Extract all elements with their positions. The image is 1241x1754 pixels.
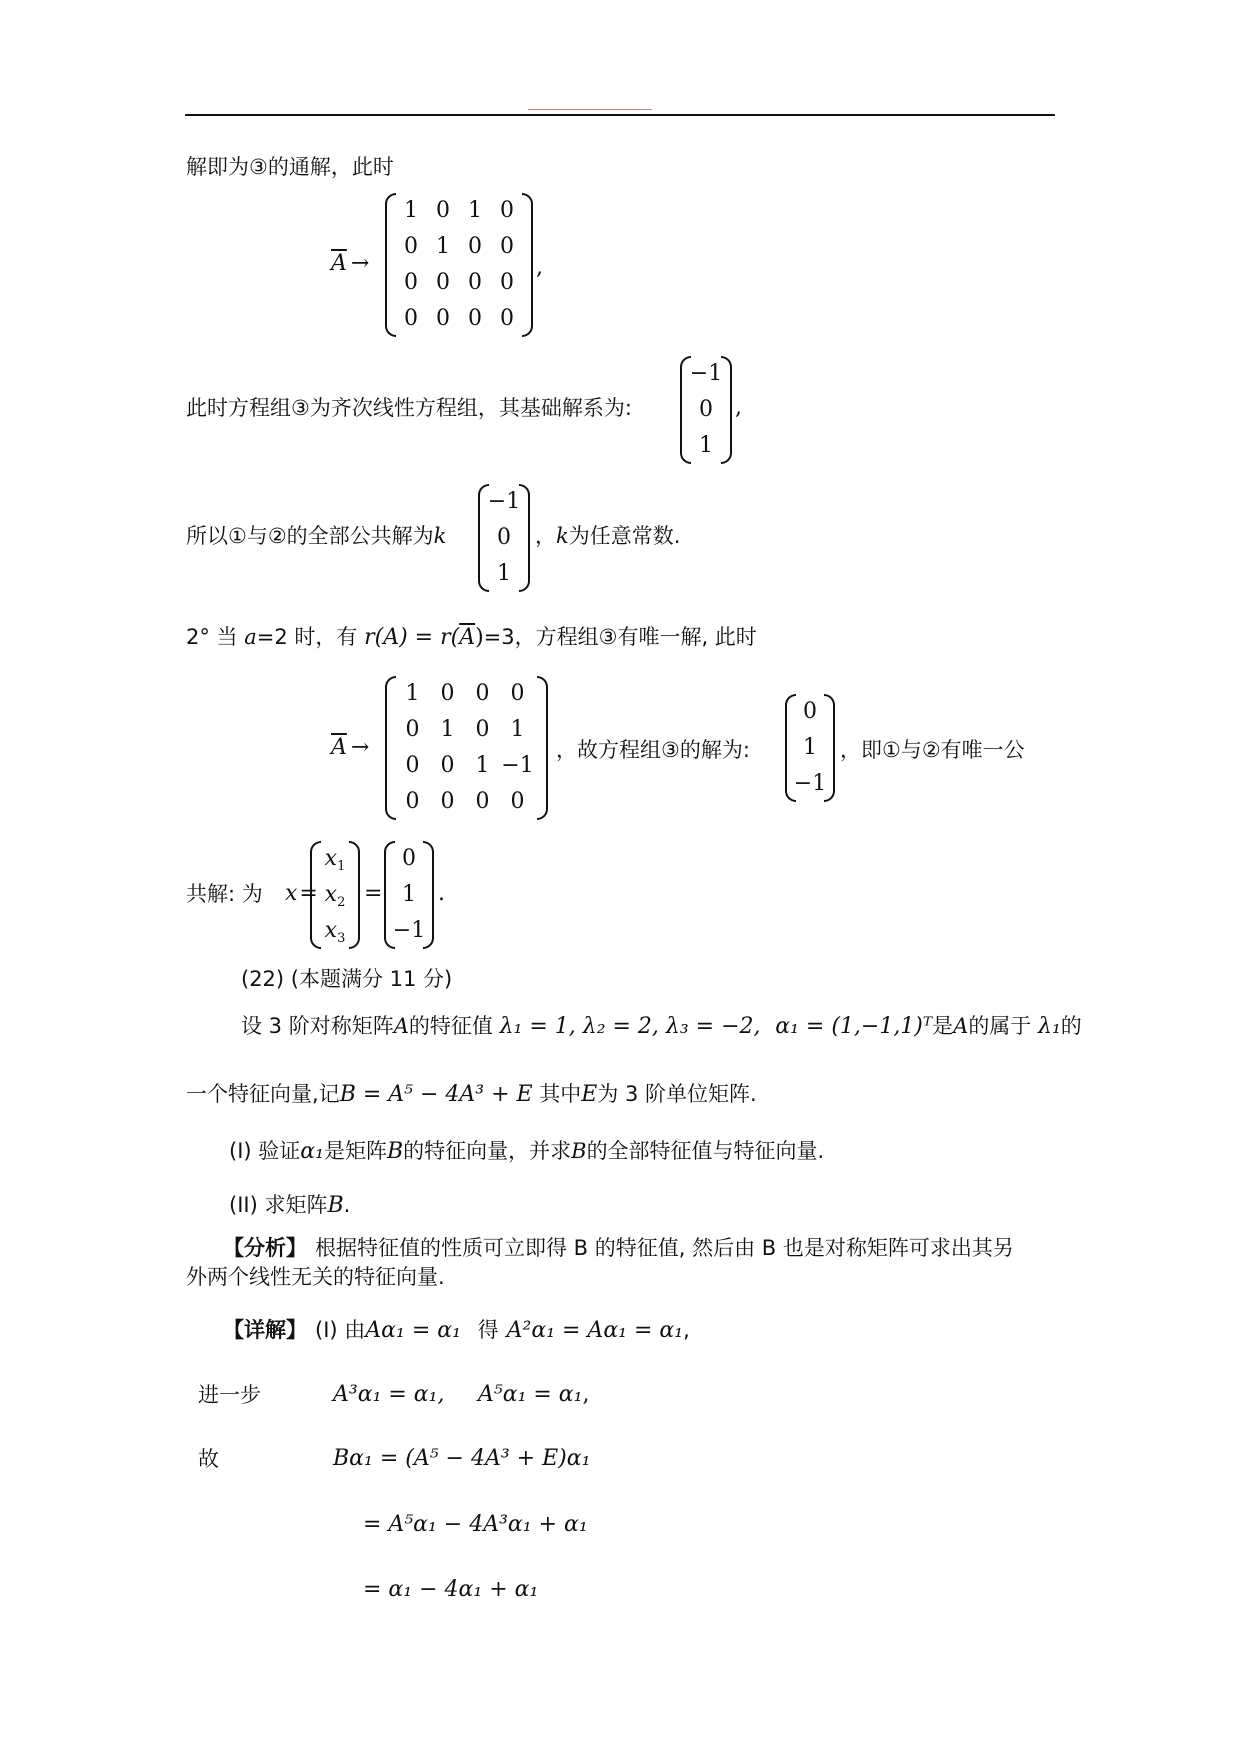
unique-solution-vector-cell: −1 xyxy=(793,771,827,796)
paragraph-3-tail: ，k为任意常数. xyxy=(535,524,681,548)
equals-2: = xyxy=(364,881,383,906)
matrix-2-cell: 0 xyxy=(440,789,455,814)
analysis-line-2: 外两个线性无关的特征向量. xyxy=(186,1265,445,1289)
x-equals: x= xyxy=(285,881,318,906)
general-solution-vector-cell: 0 xyxy=(497,525,511,550)
solution-vector-cell: −1 xyxy=(392,918,426,943)
therefore-label: 故 xyxy=(198,1447,219,1471)
matrix-2-cell: −1 xyxy=(501,753,534,778)
matrix-1-cell: 0 xyxy=(468,306,482,331)
solution-vector-cell: 0 xyxy=(402,846,416,871)
matrix-2-cell: 0 xyxy=(510,681,525,706)
paragraph-5: ，故方程组③的解为: xyxy=(556,738,750,762)
part-2: (II) 求矩阵B. xyxy=(229,1193,351,1218)
matrix-2-cell: 0 xyxy=(510,789,525,814)
matrix-2-cell: 1 xyxy=(440,717,455,742)
therefore-formula-3: = α₁ − 4α₁ + α₁ xyxy=(363,1577,539,1602)
matrix-2-cell: 1 xyxy=(475,753,490,778)
matrix-1-cell: 0 xyxy=(468,234,482,259)
paragraph-3: 所以①与②的全部公共解为k xyxy=(186,524,447,548)
paragraph-5-tail: ，即①与②有唯一公 xyxy=(840,738,1025,762)
matrix-2-cell: 0 xyxy=(405,717,420,742)
solution-end: . xyxy=(438,881,445,906)
matrix-1-cell: 1 xyxy=(404,198,418,223)
basis-vector xyxy=(680,356,732,464)
matrix-1-cell: 0 xyxy=(436,306,450,331)
therefore-formula-2: = A⁵α₁ − 4A³α₁ + α₁ xyxy=(363,1512,588,1537)
matrix-2-cell: 1 xyxy=(405,681,420,706)
step-formula-1: A³α₁ = α₁, xyxy=(333,1382,445,1407)
unique-solution-vector-cell: 1 xyxy=(803,735,817,760)
unique-solution-vector-cell: 0 xyxy=(803,699,817,724)
paragraph-6: 共解: 为 xyxy=(186,882,263,906)
matrix-1-cell: 0 xyxy=(500,198,514,223)
header-rule xyxy=(185,114,1055,116)
solution-vector xyxy=(384,841,434,949)
question-22-statement: 设 3 阶对称矩阵A的特征值 λ₁ = 1, λ₂ = 2, λ₃ = −2, α₁ = (1,−1,1)ᵀ是A的属于 λ₁的 xyxy=(241,1014,1082,1039)
matrix-1-cell: 0 xyxy=(500,234,514,259)
basis-vector-trail: , xyxy=(735,395,742,420)
matrix-2-cell: 0 xyxy=(405,789,420,814)
header-accent-line xyxy=(528,109,652,110)
matrix-1-cell: 0 xyxy=(468,270,482,295)
paragraph-1: 解即为③的通解，此时 xyxy=(186,155,394,179)
step-formula-2: A⁵α₁ = α₁, xyxy=(478,1382,590,1407)
matrix-2-cell: 0 xyxy=(440,753,455,778)
basis-vector-cell: 0 xyxy=(699,397,713,422)
unique-solution-vector xyxy=(785,694,835,802)
matrix-1-cell: 1 xyxy=(436,234,450,259)
part-1: (I) 验证α₁是矩阵B的特征向量，并求B的全部特征值与特征向量. xyxy=(229,1139,825,1164)
matrix-1-cell: 1 xyxy=(468,198,482,223)
matrix-2-cell: 1 xyxy=(510,717,525,742)
matrix-1-cell: 0 xyxy=(404,270,418,295)
matrix-1-cell: 0 xyxy=(500,270,514,295)
matrix-2-cell: 0 xyxy=(475,789,490,814)
question-22-title: (22) (本题满分 11 分) xyxy=(241,967,453,991)
general-solution-vector-cell: 1 xyxy=(497,561,511,586)
augmented-matrix-label: $\overline{A}$ → xyxy=(331,251,370,276)
matrix-1-cell: 0 xyxy=(436,270,450,295)
step-label: 进一步 xyxy=(198,1383,261,1407)
matrix-1-cell: 0 xyxy=(404,306,418,331)
general-solution-vector-cell: −1 xyxy=(487,489,521,514)
x-vector: $x_1$ $x_2$ $x_3$ xyxy=(310,841,360,949)
paragraph-2: 此时方程组③为齐次线性方程组，其基础解系为: xyxy=(186,396,632,420)
detail-line: 【详解】 (I) 由Aα₁ = α₁ 得 A²α₁ = Aα₁ = α₁, xyxy=(223,1318,690,1343)
matrix-2 xyxy=(385,676,548,820)
matrix-1-cell: 0 xyxy=(500,306,514,331)
basis-vector-cell: −1 xyxy=(689,361,723,386)
general-solution-vector xyxy=(478,484,530,592)
augmented-matrix-label-2: $\overline{A}$ → xyxy=(331,735,370,760)
matrix-2-cell: 0 xyxy=(475,717,490,742)
question-22-statement-2: 一个特征向量,记B = A⁵ − 4A³ + E 其中E为 3 阶单位矩阵. xyxy=(186,1082,757,1107)
matrix-1-cell: 0 xyxy=(404,234,418,259)
analysis-line-1: 【分析】 根据特征值的性质可立即得 B 的特征值, 然后由 B 也是对称矩阵可求出其另 xyxy=(223,1236,1014,1260)
basis-vector-cell: 1 xyxy=(699,433,713,458)
matrix-1 xyxy=(385,193,533,337)
solution-vector-cell: 1 xyxy=(402,882,416,907)
matrix-2-cell: 0 xyxy=(405,753,420,778)
matrix-2-cell: 0 xyxy=(475,681,490,706)
paragraph-4: 2° 当 a=2 时，有 $r(A) = r(\overline{A})=3$，方程组③有唯一解, 此时 xyxy=(186,625,757,650)
therefore-formula-1: Bα₁ = (A⁵ − 4A³ + E)α₁ xyxy=(333,1446,591,1471)
matrix-1-trail: , xyxy=(536,255,543,280)
matrix-2-cell: 0 xyxy=(440,681,455,706)
matrix-1-cell: 0 xyxy=(436,198,450,223)
